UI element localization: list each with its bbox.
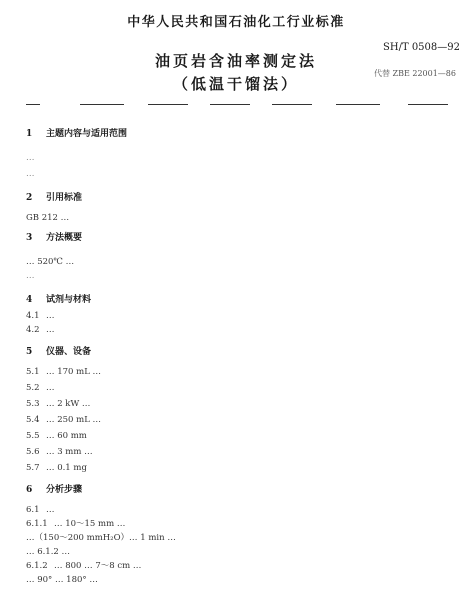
section-heading: 3 方法概要 [26, 233, 83, 243]
replaces-standard: 代替 ZBE 22001—86 [374, 69, 456, 78]
list-item: 5.6 … 3 mm … [26, 447, 93, 457]
section-heading: 6 分析步骤 [26, 485, 83, 495]
header-rule [210, 104, 250, 105]
list-item: 5.2 … [26, 383, 55, 393]
list-item: 6.1.2 … 800 … 7～8 cm … [26, 561, 142, 571]
header-rule [408, 104, 448, 105]
paragraph: … [26, 271, 35, 281]
header-rule [148, 104, 188, 105]
paragraph: GB 212 … [26, 213, 70, 223]
paragraph: … 520℃ … [26, 257, 75, 267]
list-item: 5.4 … 250 mL … [26, 415, 102, 425]
document-title-line2: （低温干馏法） [172, 74, 299, 93]
list-item: 4.2 … [26, 325, 55, 335]
list-item: 6.1 … [26, 505, 55, 515]
header-rule [26, 104, 40, 105]
list-item: 5.7 … 0.1 mg [26, 463, 87, 473]
section-heading: 4 试剂与材料 [26, 295, 92, 305]
header-rule [80, 104, 124, 105]
list-item: 6.1.1 … 10～15 mm … [26, 519, 126, 529]
list-item: 5.1 … 170 mL … [26, 367, 102, 377]
list-item: 5.3 … 2 kW … [26, 399, 91, 409]
list-item: 5.5 … 60 mm [26, 431, 87, 441]
section-heading: 2 引用标准 [26, 193, 83, 203]
standard-code: SH/T 0508—92 [383, 42, 460, 53]
standard-title: 中华人民共和国石油化工行业标准 [127, 15, 345, 30]
paragraph: … 6.1.2 … [26, 547, 71, 557]
paragraph: …（150～200 mmH₂O）… 1 min … [26, 533, 176, 543]
list-item: 4.1 … [26, 311, 55, 321]
header-rule [336, 104, 380, 105]
document-title-line1: 油页岩含油率测定法 [154, 52, 317, 70]
section-heading: 1 主题内容与适用范围 [26, 129, 128, 139]
section-heading: 5 仪器、设备 [26, 347, 92, 357]
paragraph: … [26, 169, 35, 179]
paragraph: … [26, 153, 35, 163]
header-rule [272, 104, 312, 105]
paragraph: … 90° … 180° … [26, 575, 98, 585]
